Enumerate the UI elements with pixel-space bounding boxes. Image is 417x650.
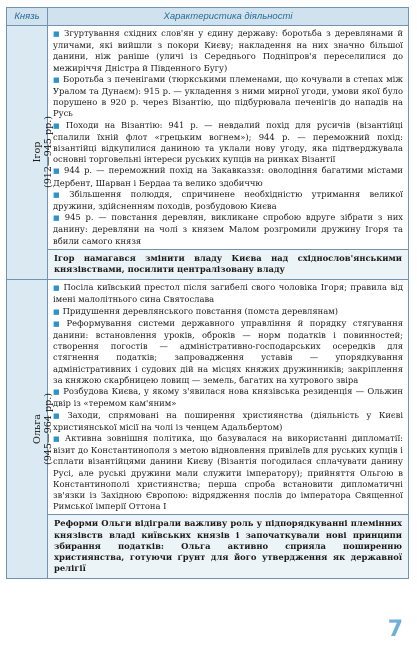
- bullet-icon: ■: [53, 411, 65, 420]
- bullet-icon: ■: [53, 319, 64, 328]
- bullet-icon: ■: [53, 167, 62, 176]
- olga-cell: [7, 280, 55, 579]
- igor-years: (912—945 рр.): [43, 116, 55, 189]
- list-item: ■ Реформування системи державного управління й порядку стягування данини: встановлення уроків, оброків — норм податків і повинностей; створення погостів — адміністративно-господарських осередків для стягнення податків; запровадження уставів — упорядкування адміністративних і судових дій на місцях княжих дружинників; закріплення за княжою скарбницею ловищ — земель, багатих на хутрового звіра: [53, 317, 403, 385]
- igor-cell: [7, 26, 55, 280]
- table-header: [7, 8, 409, 26]
- bullet-icon: ■: [53, 434, 62, 443]
- list-item: ■ Походи на Візантію: 941 р. — невдалий похід для русичів (візантійці спалили їхній флот «грецьким вогнем»); 944 р. — переможний похід: візантійці відкупилися даниною та уклали нову угоду, яка підтверджувала основні торговельні інтереси руських купців на ринках Візантії: [53, 119, 403, 165]
- igor-label: [32, 116, 54, 188]
- header-prince: Князь: [7, 8, 48, 26]
- list-item: ■ Збільшення полюддя, спричинене необхідністю утримання великої дружини, здійсненням походів, розбудовою Києва: [53, 188, 403, 212]
- bullet-icon: ■: [53, 121, 63, 130]
- header-characteristics: Характеристика діяльності: [48, 8, 409, 26]
- list-item: ■ 944 р. — переможний похід на Закавказзя: оволодіння багатими містами Дербент, Шарван і Бердаа та велико здобиччю: [53, 165, 403, 188]
- olga-summary-row: [7, 515, 409, 579]
- list-item: ■ Придушення деревлянського повстання (помста деревлянам): [53, 305, 339, 316]
- list-item: ■ Згуртування східних слов'ян у єдину державу: боротьба з деревлянами й уличами, які вийшли з покори Києву; накладення на них значно більшої данини, ніж раніше (уличі із Середнього Подніпров'я переселилися до межиріччя Дністра й Південного Бугу): [53, 28, 403, 73]
- bullet-icon: ■: [53, 30, 62, 38]
- bullet-icon: ■: [53, 214, 62, 223]
- list-item: ■ Боротьба з печенігами (тюркськими племенами, що кочували в степах між Уралом та Дунаєм): 915 р. — укладення з ними мирної угоди, умови якої було порушено в 920 р. через Візантію, що підбурювала печенігів до нападів на Русь: [53, 73, 403, 119]
- olga-summary: Реформи Ольги відіграли важливу роль у підпорядкуванні племінних князівств владі київських князів і започаткували нові принципи збирання податків: Ольга активно сприяла поширенню християнства, готуючи ґрунт для його утвердження як державної релігії: [48, 515, 409, 579]
- list-item: ■ Заходи, спрямовані на поширення християнства (діяльність у Києві християнської місії на чолі із ченцем Адальбертом): [53, 409, 403, 432]
- olga-name: Ольга: [32, 413, 44, 444]
- bullet-icon: ■: [53, 75, 61, 84]
- list-item: ■ Посіла київський престол після загибелі свого чоловіка Ігоря; правила від імені малолітнього сина Святослава: [53, 282, 403, 305]
- olga-label: [32, 393, 54, 465]
- igor-list: [48, 26, 409, 250]
- olga-row: [7, 280, 409, 515]
- page-number: 7: [387, 617, 403, 642]
- igor-name: Ігор: [32, 141, 44, 163]
- bullet-icon: ■: [53, 388, 61, 397]
- list-item: ■ 945 р. — повстання деревлян, викликане спробою вдруге зібрати з них данину: деревляни на чолі з князем Малом розгромили дружину Ігоря та вбили самого князя: [53, 212, 403, 246]
- bullet-icon: ■: [53, 284, 61, 293]
- igor-row: [7, 26, 409, 250]
- history-table: [6, 7, 409, 579]
- list-item: ■ Активна зовнішня політика, що базувалася на використанні дипломатії: візит до Константинополя з метою відновлення привілеїв для руських купців і сплати візантійцями данини Києву (Візантія погодилася сплачувати данину Русі, але руські дружини мали служити імператору); прийняття Ольгою в Константинополі християнства; перша спроба встановити дипломатичні зв'язки із Західною Європою: відрядження послів до імператора Священної Римської імперії Оттона І: [53, 432, 403, 512]
- list-item: ■ Розбудова Києва, у якому з'явилася нова князівська резиденція — Ольжин двір із «теремом кам'яним»: [53, 386, 403, 409]
- igor-summary: Ігор намагався змінити владу Києва над східнослов'янськими князівствами, посилити централізовану владу: [48, 249, 409, 279]
- olga-years: (945—964 рр.): [43, 392, 55, 465]
- olga-list: [48, 280, 409, 515]
- bullet-icon: ■: [53, 307, 60, 316]
- igor-summary-row: [7, 249, 409, 279]
- bullet-icon: ■: [53, 190, 67, 199]
